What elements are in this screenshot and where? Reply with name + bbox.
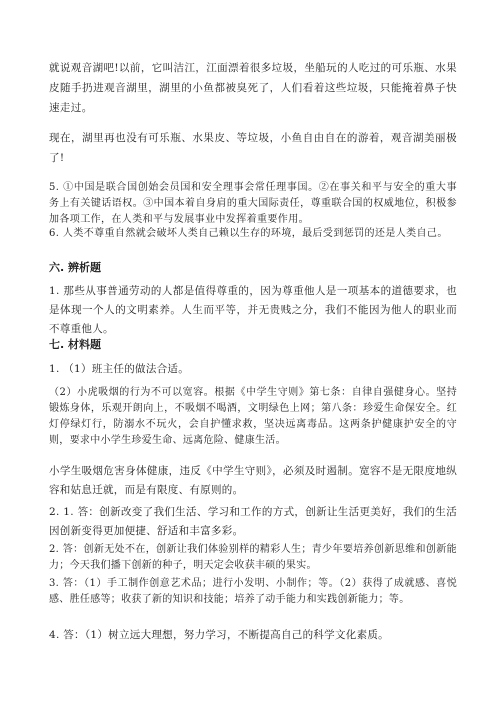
essay-paragraph-2	[49, 128, 457, 168]
answer-text: 4. 答：（1）树立远大理想，努力学习，不断提高自己的科学文化素质。	[49, 629, 389, 641]
answer-text: 5. ①中国是联合国创始会员国和安全理事会常任理事国。②在事关和平与安全的重大事务上有关键话语权。③中国本着自身肩的重大国际责任，尊重联合国的权威地位，积极参加各项工作，在人类和平与发展事业中发挥着重要作用。	[49, 182, 457, 225]
material-q1-part2	[49, 385, 457, 449]
material-q3-answer	[49, 576, 457, 608]
answer-text: （2）小虎吸烟的行为不可以宽容。根据《中学生守则》第七条：自律自强健身心。坚持锻炼身体，乐观开朗向上，不吸烟不喝酒，文明绿色上网；第八条：珍爱生命保安全。红灯停绿灯行，防溺水不玩火，会自护懂求救，坚决远离毒品。这两条护健康护安全的守则，要求中小学生珍爱生命、远离危险、健康生活。	[49, 387, 457, 446]
essay-text: 就说观音湖吧!以前，它叫洁江，江面漂着很多垃圾，坐船玩的人吃过的可乐瓶、水果皮随手扔进观音湖里，湖里的小鱼都被臭死了，人们看着这些垃圾，只能掩着鼻子快速走过。	[49, 62, 457, 114]
material-q4-answer	[49, 626, 457, 645]
answer-text: 2. 1. 答：创新改变了我们生活、学习和工作的方式，创新让生活更美好，我们的生活因创新变得更加便捷、舒适和丰富多彩。	[49, 506, 457, 537]
answer-item-6	[49, 226, 457, 242]
material-q1-part3	[49, 462, 457, 500]
material-q1-title	[49, 360, 457, 379]
discrimination-answer	[49, 282, 457, 339]
section-title: 七. 材料题	[49, 338, 102, 351]
section-title: 六. 辨析题	[49, 261, 102, 274]
essay-paragraph-1	[49, 58, 457, 118]
answer-text: 1. 那些从事普通劳动的人都是值得尊重的，因为尊重他人是一项基本的道德要求，也是体现一个人的文明素养。人生而平等，并无贵贱之分，我们不能因为他人的职业而不尊重他人。	[49, 285, 457, 335]
material-q2-answer1	[49, 503, 457, 541]
answer-text: 1. （1）班主任的做法合适。	[49, 363, 190, 375]
answer-text: 6. 人类不尊重自然就会破坏人类自己赖以生存的环境，最后受到惩罚的还是人类自己。	[49, 228, 448, 239]
answer-text: 3. 答：（1）手工制作创意艺术品；进行小发明、小制作；等。（2）获得了成就感、喜悦感、胜任感等；收获了新的知识和技能；培养了动手能力和实践创新能力；等。	[49, 578, 457, 605]
section-heading-6	[49, 260, 457, 276]
section-heading-7	[49, 337, 457, 353]
answer-text: 2. 答：创新无处不在，创新让我们体验别样的精彩人生；青少年要培养创新思维和创新能力；今天我们播下创新的种子，明天定会收获丰硕的果实。	[49, 544, 457, 571]
answer-item-5	[49, 180, 457, 228]
material-q2-answer2	[49, 542, 457, 574]
essay-text: 现在，湖里再也没有可乐瓶、水果皮、等垃圾，小鱼自由自在的游着，观音湖美丽极了!	[49, 132, 457, 164]
answer-text: 小学生吸烟危害身体健康，违反《中学生守则》，必须及时遏制。宽容不是无限度地纵容和姑息迁就，而是有限度、有原则的。	[49, 465, 457, 496]
